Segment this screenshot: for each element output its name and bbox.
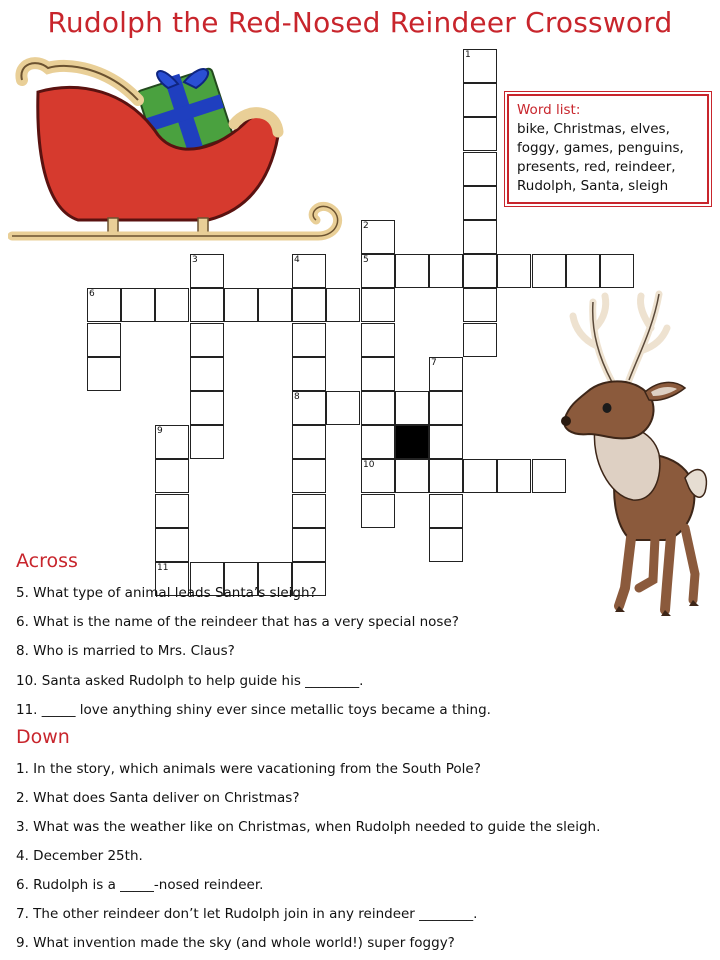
grid-cell[interactable] — [395, 391, 429, 425]
across-clue-6: 6. What is the name of the reindeer that has a very special nose? — [16, 614, 459, 630]
down-clue-1: 1. In the story, which animals were vacationing from the South Pole? — [16, 761, 481, 777]
grid-cell[interactable] — [532, 254, 566, 288]
across-clue-11: 11. _____ love anything shiny ever since metallic toys became a thing. — [16, 702, 491, 718]
reindeer-illustration — [535, 288, 715, 628]
down-clue-2: 2. What does Santa deliver on Christmas? — [16, 790, 300, 806]
grid-cell[interactable] — [463, 323, 497, 357]
grid-cell[interactable] — [429, 391, 463, 425]
antlers — [573, 294, 667, 384]
grid-cell[interactable] — [395, 459, 429, 493]
grid-cell[interactable] — [155, 459, 189, 493]
grid-cell[interactable] — [463, 254, 497, 288]
reindeer-nose — [561, 416, 571, 426]
grid-cell[interactable] — [190, 357, 224, 391]
grid-cell[interactable] — [190, 288, 224, 322]
grid-cell[interactable] — [224, 288, 258, 322]
word-list-line: foggy, games, penguins, — [517, 140, 684, 156]
reindeer-eye — [603, 403, 612, 413]
down-clue-4: 4. December 25th. — [16, 848, 143, 864]
grid-cell[interactable] — [87, 357, 121, 391]
grid-cell[interactable] — [361, 357, 395, 391]
grid-cell[interactable] — [155, 528, 189, 562]
grid-cell[interactable] — [87, 323, 121, 357]
clue-number: 6 — [89, 289, 95, 299]
grid-cell[interactable] — [429, 254, 463, 288]
across-clue-10: 10. Santa asked Rudolph to help guide his ________. — [16, 673, 364, 689]
grid-cell[interactable] — [155, 494, 189, 528]
sleigh-illustration — [8, 40, 348, 245]
clue-number: 2 — [363, 221, 369, 231]
down-clue-6: 6. Rudolph is a _____-nosed reindeer. — [16, 877, 264, 893]
clue-number: 11 — [157, 563, 169, 573]
down-clue-3: 3. What was the weather like on Christmas, when Rudolph needed to guide the sleigh. — [16, 819, 601, 835]
grid-cell[interactable] — [190, 425, 224, 459]
grid-cell[interactable] — [292, 494, 326, 528]
page-title: Rudolph the Red-Nosed Reindeer Crossword — [47, 6, 673, 39]
grid-cell[interactable] — [463, 459, 497, 493]
clue-number: 4 — [294, 255, 300, 265]
grid-cell[interactable] — [361, 391, 395, 425]
grid-cell[interactable] — [155, 288, 189, 322]
grid-cell[interactable] — [463, 186, 497, 220]
grid-cell[interactable] — [326, 288, 360, 322]
grid-cell[interactable] — [463, 83, 497, 117]
grid-cell[interactable] — [121, 288, 155, 322]
grid-cell[interactable] — [292, 528, 326, 562]
down-clue-9: 9. What invention made the sky (and whole world!) super foggy? — [16, 935, 455, 951]
grid-cell[interactable] — [463, 117, 497, 151]
clue-number: 8 — [294, 392, 300, 402]
clue-number: 1 — [465, 50, 471, 60]
across-heading: Across — [16, 550, 78, 572]
grid-black-cell — [395, 425, 429, 459]
grid-cell[interactable] — [497, 254, 531, 288]
grid-cell[interactable] — [463, 152, 497, 186]
grid-cell[interactable] — [326, 391, 360, 425]
grid-cell[interactable] — [361, 494, 395, 528]
clue-number: 5 — [363, 255, 369, 265]
clue-number: 7 — [431, 358, 437, 368]
grid-cell[interactable] — [292, 288, 326, 322]
word-list-line: presents, red, reindeer, — [517, 159, 676, 175]
grid-cell[interactable] — [292, 357, 326, 391]
grid-cell[interactable] — [361, 425, 395, 459]
word-list-line: bike, Christmas, elves, — [517, 121, 670, 137]
grid-cell[interactable] — [463, 288, 497, 322]
across-clue-5: 5. What type of animal leads Santa’s sleigh? — [16, 585, 317, 601]
grid-cell[interactable] — [429, 494, 463, 528]
down-clue-7: 7. The other reindeer don’t let Rudolph join in any reindeer ________. — [16, 906, 478, 922]
grid-cell[interactable] — [190, 391, 224, 425]
clue-number: 10 — [363, 460, 375, 470]
grid-cell[interactable] — [463, 220, 497, 254]
grid-cell[interactable] — [395, 254, 429, 288]
grid-cell[interactable] — [292, 459, 326, 493]
grid-cell[interactable] — [497, 459, 531, 493]
word-list-box — [507, 94, 709, 204]
grid-cell[interactable] — [361, 323, 395, 357]
grid-cell[interactable] — [600, 254, 634, 288]
grid-cell[interactable] — [429, 425, 463, 459]
word-list-line: Rudolph, Santa, sleigh — [517, 178, 669, 194]
grid-cell[interactable] — [566, 254, 600, 288]
down-heading: Down — [16, 726, 70, 748]
grid-cell[interactable] — [361, 288, 395, 322]
grid-cell[interactable] — [429, 459, 463, 493]
grid-cell[interactable] — [258, 288, 292, 322]
grid-cell[interactable] — [429, 528, 463, 562]
across-clue-8: 8. Who is married to Mrs. Claus? — [16, 643, 235, 659]
clue-number: 3 — [192, 255, 198, 265]
clue-number: 9 — [157, 426, 163, 436]
word-list-title: Word list: — [517, 102, 581, 118]
grid-cell[interactable] — [292, 425, 326, 459]
grid-cell[interactable] — [190, 323, 224, 357]
grid-cell[interactable] — [292, 323, 326, 357]
